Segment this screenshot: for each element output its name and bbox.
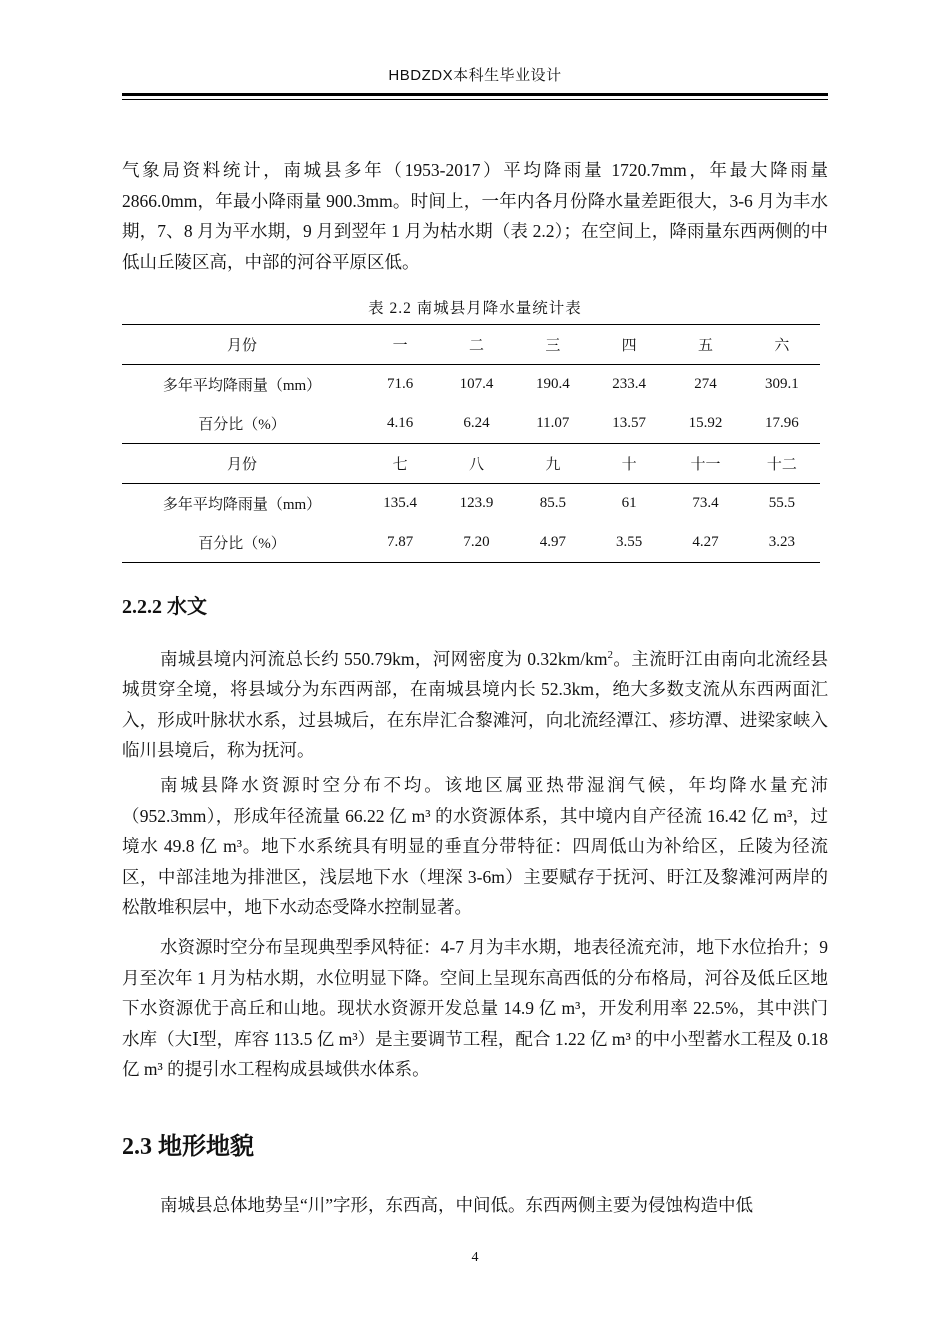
table-cell: 123.9 [438,484,514,524]
table-cell: 3.23 [744,523,820,563]
rainfall-table [122,324,820,563]
table-cell: 274 [667,365,743,405]
hydrology-paragraph-1 [122,640,828,766]
table-cell: 四 [591,325,667,365]
table-cell: 十二 [744,444,820,484]
table-cell: 55.5 [744,484,820,524]
table-cell: 4.16 [387,415,414,431]
table-row-label: 百分比（%） [198,417,286,433]
table-cell: 一 [362,325,438,365]
table-cell: 六 [744,325,820,365]
header-rule-thick [122,93,828,96]
hydrology-text-part: 。主流盱江由南向北流经县城贯穿全境，将县域分为东西两部，在南城县境内长 52.3km，绝大多数支流从东西两面汇入，形成叶脉状水系，过县城后，在东岸汇合黎滩河，向北流经潭江、疹坊潭、进梁家峡入临川县境后，称为抚河。 [122,648,829,761]
table-cell: 十 [591,444,667,484]
table-row-label: 月份 [122,325,362,365]
table-cell: 73.4 [667,484,743,524]
table-cell: 11.07 [536,415,570,431]
table-cell: 71.6 [362,365,438,405]
section-heading-topography: 2.3 地形地貌 [122,1134,254,1160]
hydrology-paragraph-2: 南城县降水资源时空分布不均。该地区属亚热带湿润气候，年均降水量充沛（952.3mm），形成年径流量 66.22 亿 m³ 的水资源体系，其中境内自产径流 16.42 亿 m³，过境水 49.8 亿 m³。地下水系统具有明显的垂直分带特征：四周低山为补给区，丘陵为径流区，中部洼地为排泄区，浅层地下水（埋深 3-6m）主要赋存于抚河、盱江及黎滩河两岸的松散堆积层中，地下水动态受降水控制显著。 [122,775,828,917]
table-row-label: 月份 [122,444,362,484]
table-cell: 233.4 [591,365,667,405]
table-cell: 7.87 [362,523,438,563]
table-cell: 6.24 [463,415,490,431]
table-row [122,484,820,524]
table-cell: 190.4 [515,365,591,405]
table-cell: 61 [591,484,667,524]
table-cell: 4.97 [515,523,591,563]
table-row [122,325,820,365]
table-row [122,444,820,484]
table-row-label: 百分比（%） [122,523,362,563]
table-cell: 八 [438,444,514,484]
hydrology-paragraph-3: 水资源时空分布呈现典型季风特征：4-7 月为丰水期，地表径流充沛，地下水位抬升；9 月至次年 1 月为枯水期，水位明显下降。空间上呈现东高西低的分布格局，河谷及低丘区地下水资源优于高丘和山地。现状水资源开发总量 14.9 亿 m³，开发利用率 22.5%，其中洪门水库（大Ⅰ型，库容 113.5 亿 m³）是主要调节工程，配合 1.22 亿 m³ 的中小型蓄水工程及 0.18 亿 m³ 的提引水工程构成县域供水体系。 [122,937,828,1079]
table-cell: 三 [515,325,591,365]
table-row-label: 多年平均降雨量（mm） [122,365,362,405]
table-cell: 7.20 [438,523,514,563]
table-cell: 九 [515,444,591,484]
table-row [122,404,820,444]
page-number: 4 [471,1250,479,1265]
table-caption: 表 2.2 南城县月降水量统计表 [368,300,582,317]
section-heading-hydrology: 2.2.2 水文 [122,596,207,618]
topography-paragraph-1: 南城县总体地势呈“川”字形，东西高，中间低。东西两侧主要为侵蚀构造中低 [160,1195,754,1215]
table-cell: 二 [438,325,514,365]
hydrology-text-part: 南城县境内河流总长约 550.79km，河网密度为 0.32km/km [160,648,608,669]
table-cell: 3.55 [591,523,667,563]
table-row [122,365,820,405]
table-cell: 13.57 [612,415,647,431]
table-cell: 五 [667,325,743,365]
table-cell: 15.92 [688,415,723,431]
intro-paragraph: 气象局资料统计，南城县多年（1953-2017）平均降雨量 1720.7mm，年最大降雨量 2866.0mm，年最小降雨量 900.3mm。时间上，一年内各月份降水量差距很大，3-6 月为丰水期，7、8 月为平水期，9 月到翌年 1 月为枯水期（表 2.2）；在空间上，降雨量东西两侧的中低山丘陵区高，中部的河谷平原区低。 [122,160,828,272]
table-row [122,523,820,563]
superscript: 2 [607,649,613,661]
table-cell: 85.5 [515,484,591,524]
header-rule-thin [122,99,828,100]
table-cell: 17.96 [764,415,799,431]
table-row-label: 多年平均降雨量（mm） [122,484,362,524]
table-cell: 135.4 [362,484,438,524]
table-cell: 309.1 [744,365,820,405]
table-cell: 4.27 [667,523,743,563]
table-cell: 七 [362,444,438,484]
table-cell: 107.4 [438,365,514,405]
table-cell: 十一 [667,444,743,484]
page-header-title: HBDZDX本科生毕业设计 [388,67,562,84]
